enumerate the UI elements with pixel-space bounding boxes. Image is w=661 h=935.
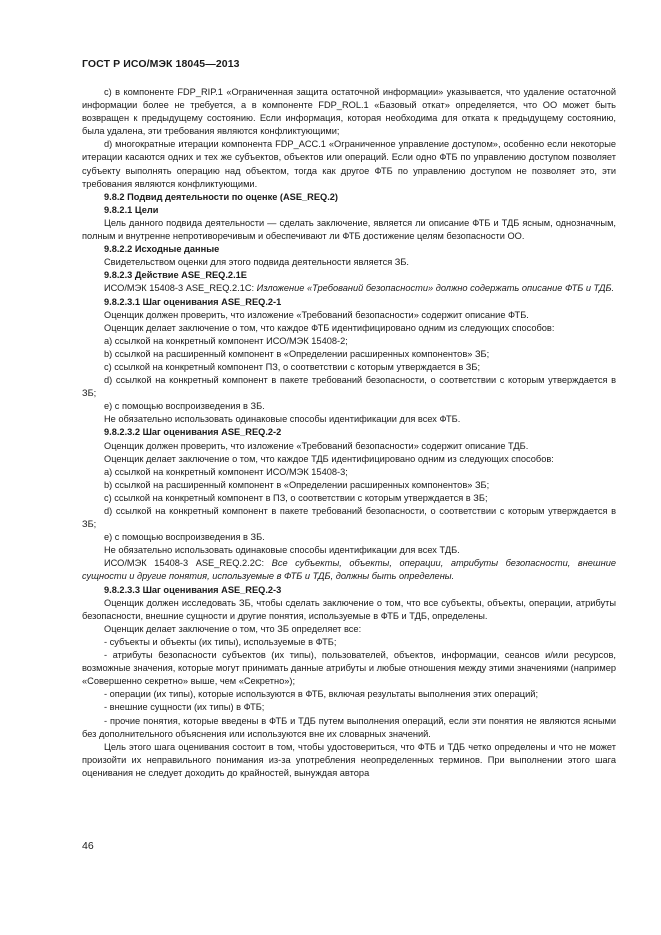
list-item: b) ссылкой на расширенный компонент в «Определении расширенных компонентов» ЗБ;	[104, 348, 490, 359]
section-heading: 9.8.2.3.2 Шаг оценивания ASE_REQ.2-2	[104, 427, 282, 438]
paragraph: Оценщик должен исследовать ЗБ, чтобы сделать заключение о том, что все субъекты, объекты, операции, атрибуты безопасности, внешние сущности и другие понятия, используемые в ФТБ и ТДБ, определены.	[82, 597, 616, 621]
requirement-reference	[82, 282, 616, 295]
list-item: a) ссылкой на конкретный компонент ИСО/МЭК 15408-3;	[104, 466, 348, 477]
document-body	[82, 86, 616, 780]
paragraph: c) в компоненте FDP_RIP.1 «Ограниченная защита остаточной информации» указывается, что удаление остаточной информации более не требуется, а в компоненте FDP_ROL.1 «Базовый откат» определяется, что ОО может быть возвращен к предыдущему состоянию. Если информация, которая необходима для отката к предыдущему состоянию, была удалена, эти требования являются конфликтующими;	[82, 87, 616, 137]
paragraph: Не обязательно использовать одинаковые способы идентификации для всех ФТБ.	[104, 414, 461, 425]
list-item: - внешние сущности (их типы) в ФТБ;	[104, 702, 265, 713]
requirement-id: ИСО/МЭК 15408-3 ASE_REQ.2.2C:	[104, 558, 272, 569]
page-number: 46	[82, 840, 94, 852]
list-item: - прочие понятия, которые введены в ФТБ и ТДБ путем выполнения операций, если эти понятия не являются ясными без дополнительного объяснения или используются вне их словарных значений.	[82, 715, 616, 739]
requirement-text: Изложение «Требований безопасности» должно содержать описание ФТБ и ТДБ.	[256, 283, 615, 294]
list-item: - операции (их типы), которые используются в ФТБ, включая результаты выполнения этих операций;	[104, 689, 539, 700]
paragraph: Цель данного подвида деятельности — сделать заключение, является ли описание ФТБ и ТДБ ясным, однозначным, полным и внутренне непротиворечивым и обеспечивают ли ФТБ достижение целям безопасности ОО.	[82, 217, 616, 242]
list-item: d) ссылкой на конкретный компонент в пакете требований безопасности, о соответствии с которым утверждается в ЗБ;	[82, 375, 616, 399]
page-header: ГОСТ Р ИСО/МЭК 18045—2013	[82, 58, 240, 70]
list-item: a) ссылкой на конкретный компонент ИСО/МЭК 15408-2;	[104, 335, 348, 346]
paragraph: Свидетельством оценки для этого подвида деятельности является ЗБ.	[104, 257, 410, 268]
list-item: e) с помощью воспроизведения в ЗБ.	[104, 532, 265, 543]
section-heading: 9.8.2.2 Исходные данные	[104, 244, 220, 255]
section-heading: 9.8.2.3 Действие ASE_REQ.2.1E	[104, 270, 247, 281]
section-heading: 9.8.2.1 Цели	[104, 204, 159, 215]
list-item: c) ссылкой на конкретный компонент в ПЗ, о соответствии с которым утверждается в ЗБ;	[104, 492, 488, 503]
requirement-text: Все субъекты, объекты, операции, атрибуты безопасности, внешние сущности и другие понятия, используемые в ФТБ и ТДБ, должны быть определены.	[82, 558, 616, 582]
section-heading: 9.8.2.3.1 Шаг оценивания ASE_REQ.2-1	[104, 296, 282, 307]
paragraph: Оценщик делает заключение о том, что ЗБ определяет все:	[104, 623, 362, 634]
list-item: b) ссылкой на расширенный компонент в «Определении расширенных компонентов» ЗБ;	[104, 479, 490, 490]
requirement-id: ИСО/МЭК 15408-3 ASE_REQ.2.1C:	[104, 283, 257, 294]
paragraph: Оценщик делает заключение о том, что каждое ТДБ идентифицировано одним из следующих способов:	[104, 453, 554, 464]
paragraph: Оценщик делает заключение о том, что каждое ФТБ идентифицировано одним из следующих способов:	[104, 322, 555, 333]
section-heading: 9.8.2.3.3 Шаг оценивания ASE_REQ.2-3	[104, 584, 282, 595]
section-heading: 9.8.2 Подвид деятельности по оценке (ASE_REQ.2)	[104, 191, 339, 202]
list-item: d) ссылкой на конкретный компонент в пакете требований безопасности, о соответствии с которым утверждается в ЗБ;	[82, 506, 616, 530]
paragraph: Оценщик должен проверить, что изложение «Требований безопасности» содержит описание ФТБ.	[104, 309, 529, 320]
list-item: - субъекты и объекты (их типы), используемые в ФТБ;	[104, 636, 337, 647]
paragraph: Цель этого шага оценивания состоит в том, чтобы удостовериться, что ФТБ и ТДБ четко определены и что не может произойти их неправильного понимания из-за употребления неопределенных терминов. При выполнении этого шага оценивания не следует доходить до крайностей, вынуждая автора	[82, 741, 616, 778]
list-item: e) с помощью воспроизведения в ЗБ.	[104, 401, 265, 412]
list-item: c) ссылкой на конкретный компонент ПЗ, о соответствии с которым утверждается в ЗБ;	[104, 361, 481, 372]
paragraph: d) многократные итерации компонента FDP_ACC.1 «Ограниченное управление доступом», особенно если некоторые итерации касаются одних и тех же субъектов, объектов или операций. Если одно ФТБ по управлению доступом позволяет субъекту выполнять операцию над объектом, тогда как другое ФТБ по управлению доступом не позволяет это, эти требования являются конфликтующими.	[82, 139, 616, 189]
paragraph: Оценщик должен проверить, что изложение «Требований безопасности» содержит описание ТДБ.	[104, 440, 529, 451]
requirement-reference	[82, 557, 616, 583]
list-item: - атрибуты безопасности субъектов (их типы), пользователей, объектов, информации, сеансов и/или ресурсов, возможные значения, которые могут принимать данные атрибуты и любые отношения между этими значениями (например «Совершенно секретно» выше, чем «Секретно»);	[82, 650, 616, 687]
paragraph: Не обязательно использовать одинаковые способы идентификации для всех ТДБ.	[104, 545, 460, 556]
